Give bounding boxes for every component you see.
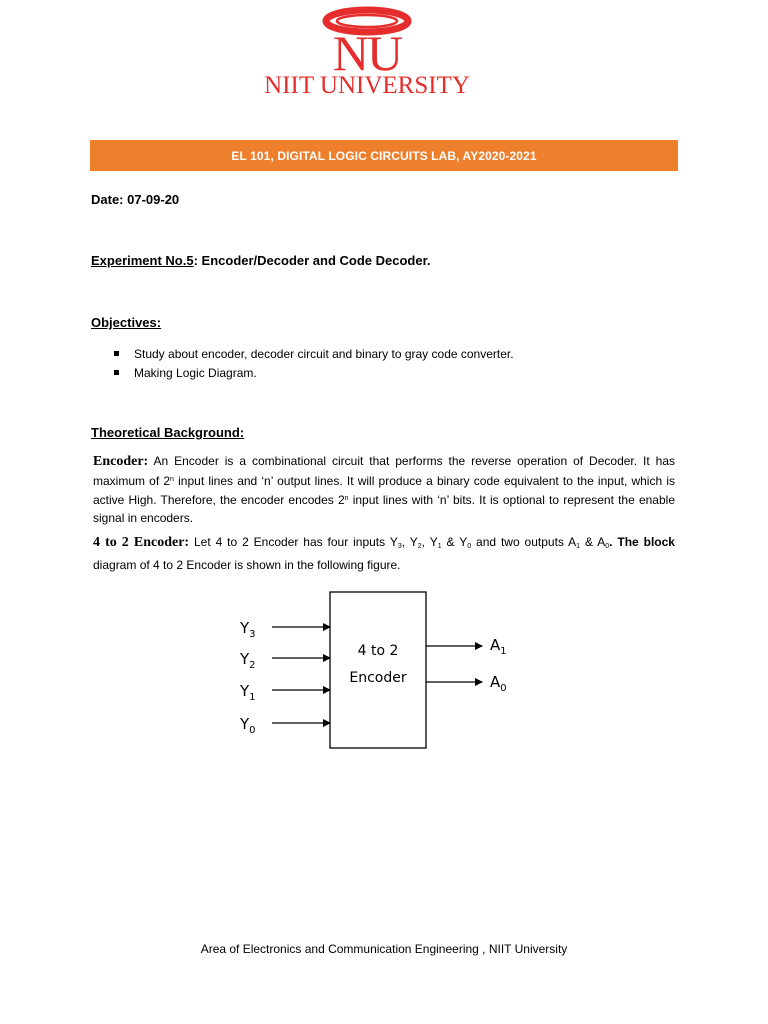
subscript: 1 bbox=[437, 543, 442, 550]
logo-initials: NU bbox=[332, 25, 402, 81]
text-run: & Y bbox=[441, 535, 468, 549]
text-run: & A bbox=[580, 535, 606, 549]
input-y3 bbox=[239, 619, 330, 640]
text-run: and two outputs A bbox=[471, 535, 577, 549]
input-y0 bbox=[239, 715, 330, 736]
page-footer: Area of Electronics and Communication Engineering , NIIT University bbox=[200, 942, 568, 956]
encoder-paragraph bbox=[93, 452, 675, 527]
text-run: diagram of 4 to 2 Encoder is shown in the following figure. bbox=[93, 558, 401, 572]
four-to-two-paragraph bbox=[93, 533, 675, 574]
svg-text:A0: $A_0$ bbox=[490, 673, 507, 694]
svg-text:Y1: $Y_1$ bbox=[240, 682, 256, 703]
encoder-term: Encoder: bbox=[93, 454, 149, 469]
superscript: n bbox=[170, 476, 174, 483]
subscript: 1 bbox=[576, 543, 581, 550]
objectives-heading: Objectives: bbox=[91, 315, 162, 330]
experiment-label: Experiment No.5 bbox=[91, 253, 194, 268]
text-run: An Encoder is a combinational circuit that performs the reverse operation of Decoder. It has maximum of 2 bbox=[93, 454, 675, 488]
svg-text:Y0: $Y_0$ bbox=[240, 715, 256, 736]
experiment-line bbox=[91, 253, 431, 268]
text-run: , Y bbox=[421, 535, 438, 549]
four-to-two-term: 4 to 2 Encoder: bbox=[93, 535, 190, 550]
svg-text:Y2: $Y_2$ bbox=[240, 650, 256, 671]
svg-text:A1: $A_1$ bbox=[490, 636, 507, 657]
superscript: n bbox=[344, 495, 349, 502]
objectives-list bbox=[112, 345, 514, 382]
input-y2 bbox=[239, 650, 330, 671]
output-a0 bbox=[426, 673, 507, 694]
svg-text:Y3: $Y_3$ bbox=[240, 619, 256, 640]
output-a1 bbox=[426, 636, 507, 657]
logo-text: NIIT UNIVERSITY bbox=[264, 72, 470, 96]
subscript: 3 bbox=[397, 543, 402, 550]
text-run: input lines with ‘n’ bits. It is optional to represent the enable signal in encoders. bbox=[93, 493, 675, 525]
date-line: Date: 07-09-20 bbox=[91, 192, 180, 207]
text-run: . The block bbox=[609, 535, 675, 549]
theory-heading: Theoretical Background: bbox=[91, 425, 245, 440]
list-item: Making Logic Diagram. bbox=[112, 364, 514, 383]
block-label-line1: 4 to 2 bbox=[357, 643, 399, 659]
input-y1 bbox=[239, 682, 330, 703]
list-item: Study about encoder, decoder circuit and binary to gray code converter. bbox=[112, 345, 514, 364]
subscript: 0 bbox=[605, 543, 610, 550]
course-banner: EL 101, DIGITAL LOGIC CIRCUITS LAB, AY2020-2021 bbox=[90, 140, 678, 171]
block-label-line2: Encoder bbox=[349, 670, 407, 686]
encoder-block-diagram bbox=[228, 585, 528, 755]
university-logo bbox=[200, 4, 534, 96]
text-run: Let 4 to 2 Encoder has four inputs Y bbox=[189, 535, 398, 549]
subscript: 2 bbox=[417, 543, 422, 550]
text-run: input lines and ‘n’ output lines. It will produce a binary code equivalent to the input, which is active High. Therefore, the encoder encodes 2 bbox=[93, 474, 675, 507]
experiment-title: : Encoder/Decoder and Code Decoder. bbox=[193, 253, 431, 268]
subscript: 0 bbox=[467, 543, 472, 550]
text-run: , Y bbox=[401, 535, 418, 549]
